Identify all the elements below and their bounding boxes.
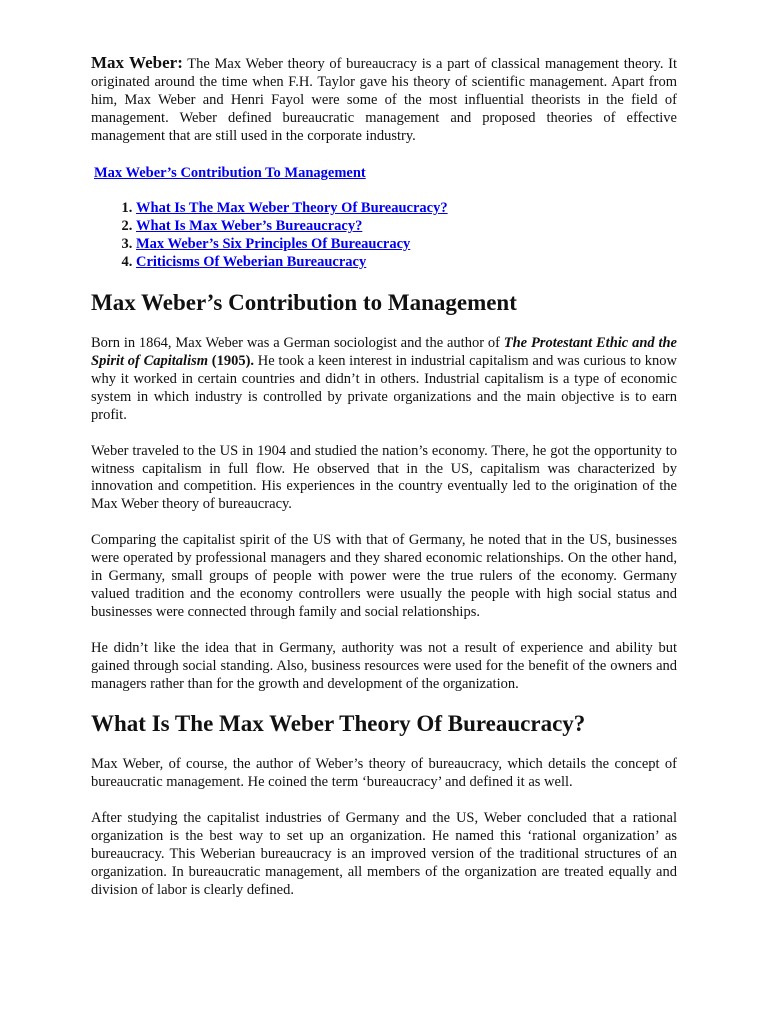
toc-heading-link[interactable]: Max Weber’s Contribution To Management bbox=[94, 164, 366, 181]
text-run: Born in 1864, Max Weber was a German sociologist and the author of bbox=[91, 335, 504, 352]
section-heading-contribution: Max Weber’s Contribution to Management bbox=[91, 290, 517, 316]
section-heading-theory: What Is The Max Weber Theory Of Bureaucracy? bbox=[91, 711, 586, 737]
toc-link-bureaucracy[interactable]: What Is Max Weber’s Bureaucracy? bbox=[136, 218, 363, 235]
body-paragraph bbox=[91, 335, 677, 425]
toc-link-principles[interactable]: Max Weber’s Six Principles Of Bureaucracy bbox=[136, 236, 411, 253]
body-paragraph: After studying the capitalist industries of Germany and the US, Weber concluded that a rational organization is the best way to set up an organization. He named this ‘rational organization’ as bureaucracy. This Weberian bureaucracy is an improved version of the traditional structures of an organization. In bureaucratic management, all members of the organization are treated equally and division of labor is clearly defined. bbox=[91, 810, 677, 898]
body-paragraph: He didn’t like the idea that in Germany, authority was not a result of experience and ability but gained through social standing. Also, business resources were used for the benefit of the owners and managers rather than for the growth and development of the organization. bbox=[91, 639, 677, 692]
toc-item bbox=[136, 236, 677, 254]
toc-link-theory[interactable]: What Is The Max Weber Theory Of Bureaucracy? bbox=[136, 200, 448, 217]
toc-item bbox=[136, 218, 677, 236]
book-title: The Protestant Ethic and the Spirit of Capitalism bbox=[91, 335, 677, 369]
body-paragraph: Weber traveled to the US in 1904 and studied the nation’s economy. There, he got the opportunity to witness capitalism in full flow. He observed that in the US, capitalism was characterized by innovation and competition. His experiences in the country eventually led to the origination of the Max Weber theory of bureaucracy. bbox=[91, 442, 677, 513]
toc-list bbox=[91, 200, 677, 272]
toc-item bbox=[136, 254, 677, 272]
toc-link-criticisms[interactable]: Criticisms Of Weberian Bureaucracy bbox=[136, 254, 367, 271]
book-year: (1905). bbox=[208, 352, 255, 369]
intro-lead: Max Weber: bbox=[91, 53, 183, 72]
toc-heading bbox=[91, 165, 677, 183]
intro-text: The Max Weber theory of bureaucracy is a part of classical management theory. It originated around the time when F.H. Taylor gave his theory of scientific management. Apart from him, Max Weber and Henri Fayol were some of the most influential theorists in the field of management. Weber defined bureaucratic management and proposed theories of effective management that are still used in the corporate industry. bbox=[91, 56, 677, 144]
text-run: He took a keen interest in industrial capitalism and was curious to know why it worked in certain countries and didn’t in others. Industrial capitalism is a type of economic system in which industry is controlled by private organizations and the main objective is to earn profit. bbox=[91, 352, 677, 423]
toc-item bbox=[136, 200, 677, 218]
body-paragraph: Max Weber, of course, the author of Weber’s theory of bureaucracy, which details the concept of bureaucratic management. He coined the term ‘bureaucracy’ and defined it as well. bbox=[91, 756, 677, 791]
body-paragraph: Comparing the capitalist spirit of the US with that of Germany, he noted that in the US, businesses were operated by professional managers and they shared economic relationships. On the other hand, in Germany, small groups of people with power were the true rulers of the economy. Germany valued tradition and the economy controllers were usually the people with high social status and businesses were connected through family and social relationships. bbox=[91, 532, 677, 620]
intro-paragraph bbox=[91, 54, 677, 146]
